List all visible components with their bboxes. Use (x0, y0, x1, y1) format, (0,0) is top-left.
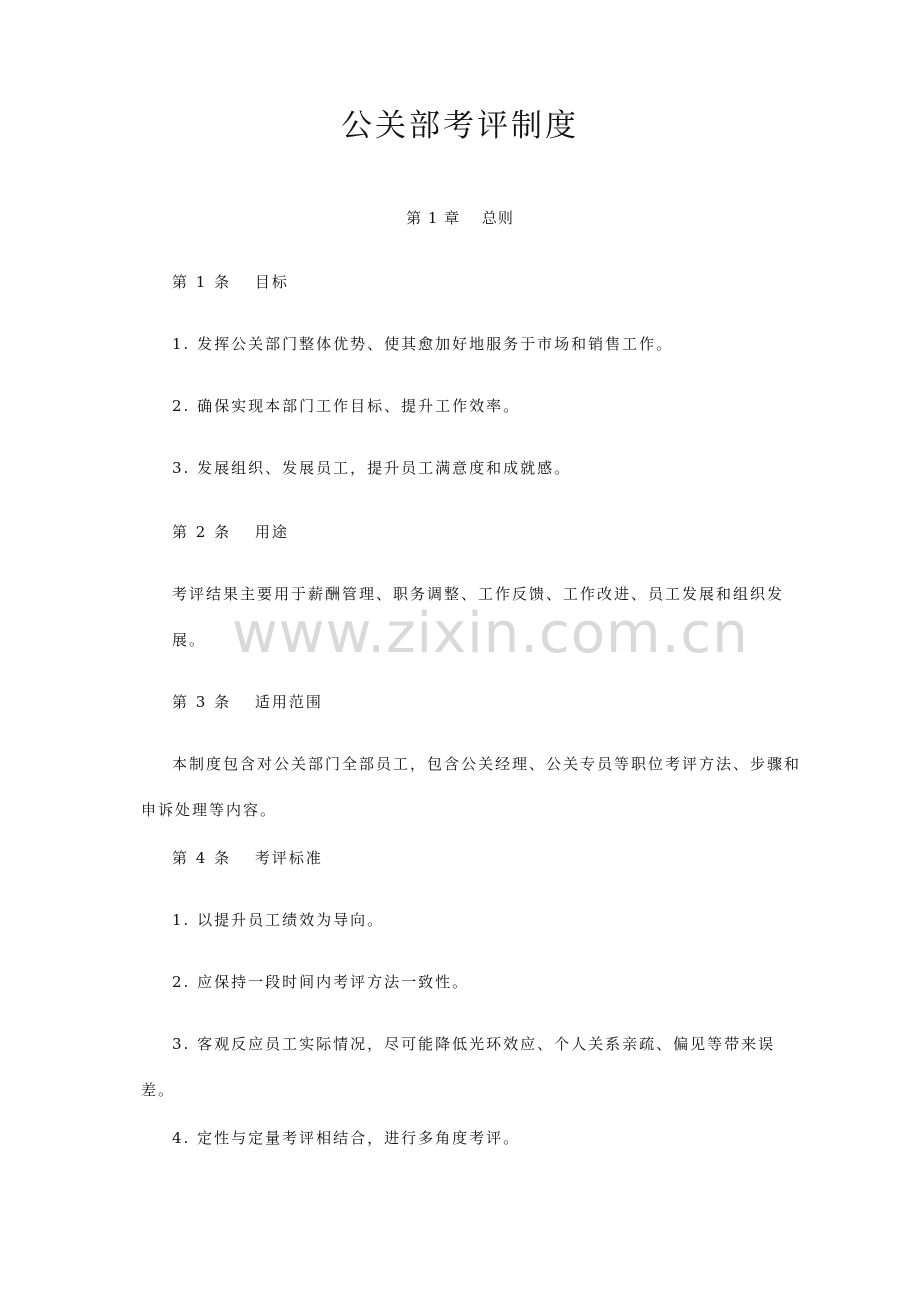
scope-paragraph-line-1: 本制度包含对公关部门全部员工，包含公关经理、公关专员等职位考评方法、步骤和 (172, 755, 802, 773)
standard-item-1: 1. 以提升员工绩效为导向。 (172, 911, 385, 929)
goal-item-3: 3. 发展组织、发展员工，提升员工满意度和成就感。 (172, 459, 572, 477)
article-4-heading: 第 4 条 考评标准 (172, 849, 323, 867)
chapter-heading: 第 1 章 总则 (406, 209, 514, 227)
goal-item-2: 2. 确保实现本部门工作目标、提升工作效率。 (172, 397, 521, 415)
usage-paragraph-line-1: 考评结果主要用于薪酬管理、职务调整、工作反馈、工作改进、员工发展和组织发 (172, 585, 785, 603)
usage-paragraph-line-2: 展。 (172, 631, 207, 649)
article-1-heading: 第 1 条 目标 (172, 273, 289, 291)
standard-item-4: 4. 定性与定量考评相结合，进行多角度考评。 (172, 1129, 521, 1147)
watermark: www.zixin.com.cn (232, 601, 749, 666)
goal-item-1: 1. 发挥公关部门整体优势、使其愈加好地服务于市场和销售工作。 (172, 335, 674, 353)
standard-item-2: 2. 应保持一段时间内考评方法一致性。 (172, 973, 470, 991)
document-title: 公关部考评制度 (341, 108, 579, 144)
standard-item-3-line-1: 3. 客观反应员工实际情况，尽可能降低光环效应、个人关系亲疏、偏见等带来误 (172, 1035, 776, 1053)
standard-item-3-line-2: 差。 (141, 1081, 176, 1099)
article-3-heading: 第 3 条 适用范围 (172, 693, 323, 711)
scope-paragraph-line-2: 申诉处理等内容。 (141, 801, 278, 819)
article-2-heading: 第 2 条 用途 (172, 523, 289, 541)
